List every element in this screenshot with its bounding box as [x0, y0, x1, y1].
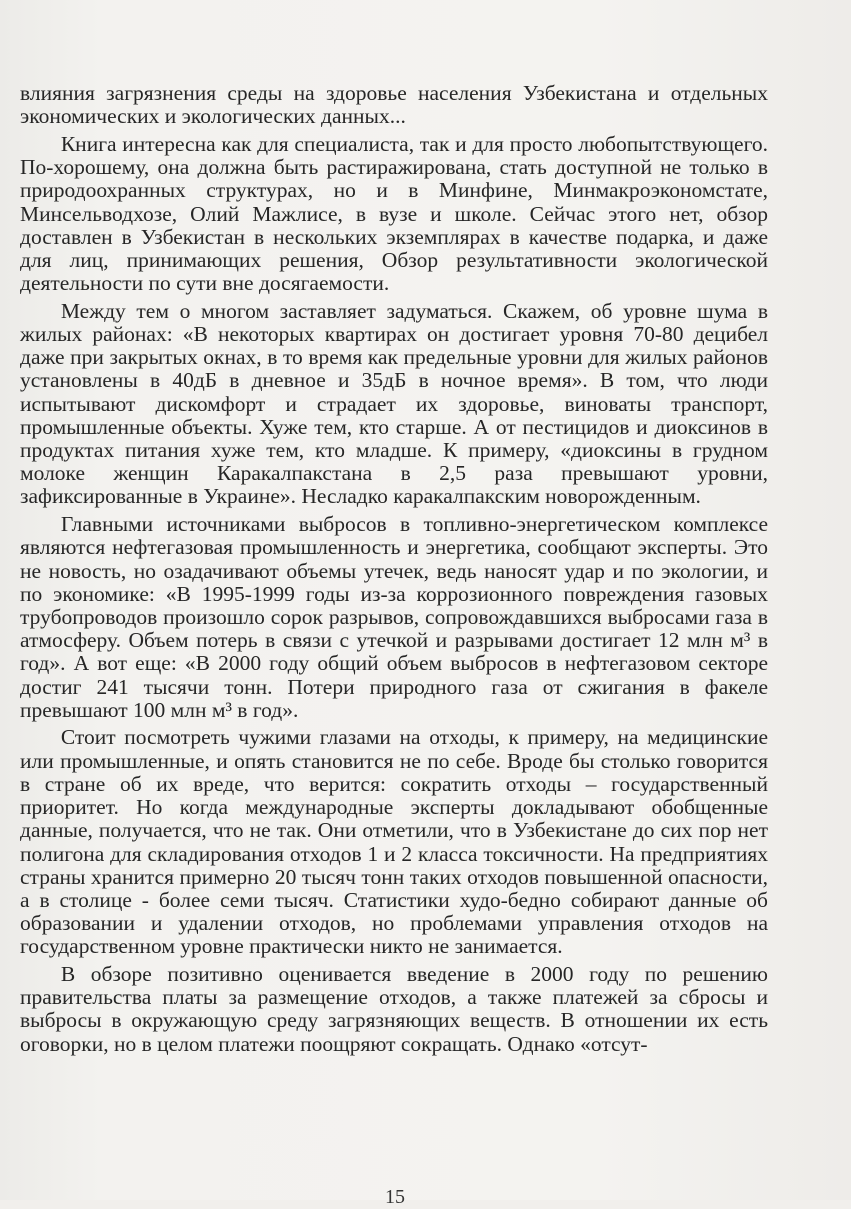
paragraph-4: Главными источниками выбросов в топливно-энергетическом комплексе являются нефтегазовая промышленность и энергетика, сообщают эксперты. Это не новость, но озадачивают объемы утечек, ведь наносят удар и по экологии, и по экономике: «В 1995-1999 годы из-за коррозионного повреждения газовых трубопроводов произошло сорок разрывов, сопровождавшихся выбросами газа в атмосферу. Объем потерь в связи с утечкой и разрывами достигает 12 млн м³ в год». А вот еще: «В 2000 году общий объем выбросов в нефтегазовом секторе достиг 241 тысячи тонн. Потери природного газа от сжигания в факеле превышают 100 млн м³ в год».: [20, 512, 768, 722]
paragraph-2: Книга интересна как для специалиста, так и для просто любопытствующего. По-хорошему, она должна быть растиражирована, стать доступной не только в природоохранных структурах, но и в Минфине, Минмакроэкономстате, Минсельводхозе, Олий Мажлисе, в вузе и школе. Сейчас этого нет, обзор доставлен в Узбекистан в нескольких экземплярах в качестве подарка, и даже для лиц, принимающих решения, Обзор результативности экологической деятельности по сути вне досягаемости.: [20, 131, 768, 296]
paragraph-3: Между тем о многом заставляет задуматься. Скажем, об уровне шума в жилых районах: «В некоторых квартирах он достигает уровня 70-80 децибел даже при закрытых окнах, в то время как предельные уровни для жилых районов установлены в 40дБ в дневное и 35дБ в ночное время». В том, что люди испытывают дискомфорт и страдает их здоровье, виноваты транспорт, промышленные объекты. Хуже тем, кто старше. А от пестицидов и диоксинов в продуктах питания хуже тем, кто младше. К примеру, «диоксины в грудном молоке женщин Каракалпакстана в 2,5 раза превышают уровни, зафиксированные в Украине». Несладко каракалпакским новорожденным.: [20, 298, 768, 509]
body-text: [20, 82, 768, 1056]
bleed-through-shadow: [831, 70, 851, 1080]
paragraph-1: влияния загрязнения среды на здоровье населения Узбекистана и отдельных экономических и экологических данных...: [20, 81, 768, 129]
page-number: 15: [385, 1186, 405, 1208]
paragraph-6: В обзоре позитивно оценивается введение в 2000 году по решению правительства платы за размещение отходов, а также платежей за сбросы и выбросы в окружающую среду загрязняющих веществ. В отношении их есть оговорки, но в целом платежи поощряют сокращать. Однако «отсут-: [20, 962, 768, 1056]
paragraph-5: Стоит посмотреть чужими глазами на отходы, к примеру, на медицинские или промышленные, и опять становится не по себе. Вроде бы столько говорится в стране об их вреде, что верится: сократить отходы – государственный приоритет. Но когда международные эксперты докладывают обобщенные данные, получается, что не так. Они отметили, что в Узбекистане до сих пор нет полигона для складирования отходов 1 и 2 класса токсичности. На предприятиях страны хранится примерно 20 тысяч тонн таких отходов повышенной опасности, а в столице - более семи тысяч. Статистики худо-бедно собирают данные об образовании и удалении отходов, но проблемами управления отходов на государственном уровне практически никто не занимается.: [20, 725, 768, 959]
